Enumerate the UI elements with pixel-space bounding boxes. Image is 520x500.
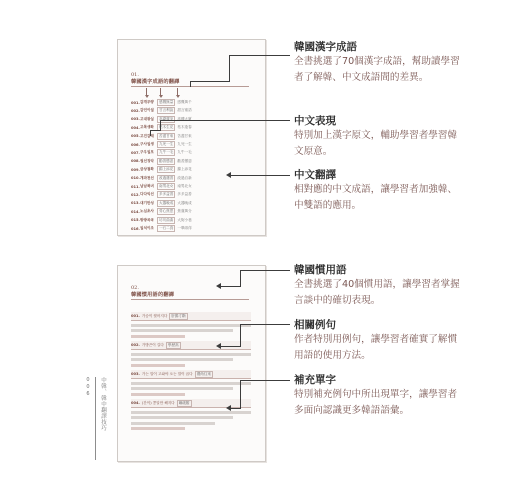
idiom-korean: 노심초사 — [140, 209, 154, 214]
idiom-korean: 고목생화 — [140, 125, 154, 130]
idiom-hanja: 九死一生 — [159, 142, 174, 146]
expression-number: 001. — [131, 314, 140, 318]
idiom-korean: 남남북녀 — [140, 184, 154, 188]
idiom-chinese: 大器晩成 — [177, 200, 192, 205]
vocab-note — [131, 364, 185, 367]
pointer-hanja-column — [160, 88, 161, 96]
idiom-korean: 금상첨화 — [140, 167, 154, 172]
connector-example-sentence — [240, 324, 241, 347]
expression-number: 004. — [131, 401, 140, 405]
book-page-idiomatic-expressions — [117, 265, 266, 462]
idiom-korean: 구사일생 — [140, 142, 154, 146]
example-sentence — [131, 382, 251, 385]
connector-supplementary-vocab — [240, 380, 241, 409]
connector-chinese-translation — [231, 175, 290, 176]
chapter-title: 韓國漢字成語的翻譯 — [131, 79, 180, 85]
example-sentence — [131, 324, 251, 327]
chapter-title: 韓國慣用語的翻譯 — [131, 292, 175, 298]
connector-korean-idiom — [221, 286, 240, 287]
annotation-korean-idioms — [294, 263, 464, 308]
expression-block — [131, 312, 251, 338]
example-translation — [131, 358, 233, 361]
idiom-korean: 감개무량 — [140, 100, 154, 104]
idiom-korean: 방방곡곡 — [140, 217, 154, 222]
pointer-chinese-column — [177, 88, 178, 96]
page-number: 0 0 6 — [86, 377, 90, 397]
idiom-number: 005. — [131, 134, 140, 139]
expression-korean: 가슴이 찢어지다 — [141, 313, 168, 318]
idiom-number: 006. — [131, 142, 140, 147]
idiom-row — [131, 224, 192, 233]
idiom-hanja: 坊坊曲曲 — [159, 217, 174, 222]
idiom-chinese: 苦盡甘來 — [177, 133, 192, 138]
annotation-title: 補充單字 — [294, 374, 336, 386]
annotation-body: 全書挑選了70個漢字成語，幫助讀學習者了解韓、中文成語間的差異。 — [294, 56, 460, 83]
connector-korean-idiom — [240, 270, 241, 287]
vocab-note — [131, 427, 185, 430]
pointer-korean-column — [146, 88, 147, 96]
idiom-korean: 일석이조 — [140, 226, 154, 230]
idiom-hanja: 改過遷善 — [159, 175, 174, 180]
annotation-body: 作者特別用例句，讓學習者確實了解慣用語的使用方法。 — [294, 334, 458, 361]
annotation-title: 相關例句 — [294, 319, 336, 331]
idiom-chinese: 錦上添花 — [177, 167, 192, 172]
connector-chinese-expression — [150, 130, 151, 136]
vocab-note — [131, 335, 185, 338]
idiom-chinese: 感慨萬千 — [177, 100, 192, 104]
idiom-hanja: 一石二鳥 — [159, 226, 174, 230]
example-sentence — [131, 411, 251, 414]
example-sentence — [131, 422, 215, 425]
idiom-hanja: 高臺廣室 — [159, 116, 174, 121]
connector-chinese-expression — [160, 120, 290, 121]
expression-block — [131, 370, 251, 396]
connector-korean-idiom — [240, 270, 290, 271]
idiom-korean: 권선징악 — [140, 158, 154, 163]
connector-hanja-idiom — [190, 81, 230, 82]
idiom-hanja: 勞心焦思 — [159, 209, 174, 214]
example-translation — [131, 387, 233, 390]
example-translation — [131, 416, 233, 419]
idiom-chinese: 高樓大廈 — [177, 116, 192, 121]
idiom-number: 009. — [131, 167, 140, 172]
annotation-title: 韓國慣用語 — [294, 264, 347, 276]
idiom-chinese: 多多益善 — [177, 192, 192, 197]
annotation-title: 韓國漢字成語 — [294, 41, 357, 53]
annotation-supplementary-vocab — [294, 373, 464, 418]
connector-hanja-idiom — [190, 81, 191, 87]
idiom-chinese: 勸善懲惡 — [177, 158, 192, 163]
idiom-chinese: 南男北女 — [177, 184, 192, 188]
example-sentence — [131, 353, 251, 356]
idiom-korean: 감언이설 — [140, 108, 154, 113]
expression-chinese: 肝腸寸斷 — [171, 313, 186, 318]
connector-chinese-expression — [160, 120, 161, 130]
idiom-number: 012. — [131, 192, 140, 197]
idiom-chinese: 大街小巷 — [177, 217, 192, 222]
annotation-body: 特別補充例句中所出現單字，讓學習者多面向認識更多韓語語彙。 — [294, 389, 458, 416]
idiom-hanja: 錦上添花 — [159, 167, 174, 172]
connector-hanja-idiom — [229, 55, 290, 56]
side-divider — [95, 377, 96, 460]
idiom-number: 002. — [131, 108, 140, 113]
example-translation — [131, 329, 233, 332]
idiom-hanja: 九牛一毛 — [159, 150, 174, 155]
book-page-hanja-idioms — [117, 39, 266, 236]
expression-number: 002. — [131, 343, 140, 347]
connector-chinese-expression — [150, 130, 161, 131]
idiom-korean: 구우일모 — [140, 150, 154, 155]
idiom-number: 016. — [131, 226, 140, 231]
annotation-example-sentences — [294, 318, 464, 363]
idiom-hanja: 勸善懲惡 — [159, 158, 174, 163]
expression-block — [131, 341, 251, 367]
idiom-number: 003. — [131, 117, 140, 122]
expression-number: 003. — [131, 372, 140, 376]
idiom-chinese: 九死一生 — [177, 142, 192, 146]
idiom-number: 014. — [131, 209, 140, 214]
idiom-hanja: 苦盡甘來 — [159, 133, 174, 138]
connector-example-sentence — [240, 324, 290, 325]
idiom-chinese: 焦慮萬分 — [177, 209, 192, 214]
idiom-korean: 다다익선 — [140, 192, 154, 197]
expression-chinese: 禮尚往來 — [196, 371, 212, 376]
idiom-hanja: 枯木生花 — [159, 125, 174, 130]
idiom-chinese: 一舉兩得 — [177, 226, 192, 230]
chapter-number: 01. — [131, 72, 139, 78]
vocab-note — [131, 393, 185, 396]
idiom-hanja: 大器晩成 — [159, 200, 174, 205]
idiom-number: 015. — [131, 218, 140, 223]
annotation-chinese-translation — [294, 168, 464, 213]
chapter-number: 02. — [131, 285, 139, 291]
idiom-chinese: 改過自新 — [177, 175, 192, 180]
expression-chinese: 嚇破膽 — [178, 400, 190, 405]
annotation-chinese-expression — [294, 114, 464, 159]
annotation-title: 中文翻譯 — [294, 169, 336, 181]
idiom-number: 001. — [131, 100, 140, 105]
annotation-body: 全書挑選了40個慣用語，讓學習者掌握言談中的確切表現。 — [294, 279, 460, 306]
expression-korean: (간이) 콩알만 해지다 — [141, 400, 175, 405]
annotation-body: 特別加上漢字原文，輔助學習者學習韓文原意。 — [294, 130, 458, 157]
idiom-chinese: 九牛一毛 — [177, 150, 192, 155]
idiom-number: 013. — [131, 201, 140, 206]
idiom-korean: 대기만성 — [140, 200, 154, 205]
idiom-korean: 개과천선 — [140, 175, 154, 180]
running-book-title: 中韓、韓中翻譯技巧 — [100, 377, 106, 431]
expression-block — [131, 399, 251, 430]
expression-chinese: 學歷高 — [167, 342, 179, 347]
idiom-hanja: 甘言利說 — [159, 108, 174, 113]
idiom-hanja: 感慨無量 — [159, 100, 174, 104]
idiom-number: 011. — [131, 184, 140, 189]
idiom-number: 008. — [131, 159, 140, 164]
idiom-korean: 고진감래 — [140, 133, 154, 138]
annotation-title: 中文表現 — [294, 115, 336, 127]
connector-supplementary-vocab — [231, 408, 240, 409]
idiom-chinese: 甜言蜜語 — [177, 108, 192, 113]
connector-supplementary-vocab — [240, 380, 290, 381]
connector-example-sentence — [221, 346, 240, 347]
annotation-hanja-idioms — [294, 40, 464, 85]
idiom-chinese: 枯木逢春 — [177, 125, 192, 130]
idiom-korean: 고대광실 — [140, 116, 154, 121]
idiom-number: 010. — [131, 176, 140, 181]
idiom-number: 007. — [131, 150, 140, 155]
idiom-number: 004. — [131, 125, 140, 130]
expression-korean: 가는 말이 고와야 오는 말이 곱다 — [141, 371, 193, 376]
expression-korean: 가방끈이 길다 — [141, 342, 164, 347]
idiom-hanja: 多多益善 — [159, 192, 174, 197]
annotation-body: 相對應的中文成語，讓學習者加強韓、中雙語的應用。 — [294, 184, 458, 211]
connector-hanja-idiom — [229, 55, 230, 81]
idiom-hanja: 南男北女 — [159, 184, 174, 188]
chapter-rule — [131, 299, 249, 300]
